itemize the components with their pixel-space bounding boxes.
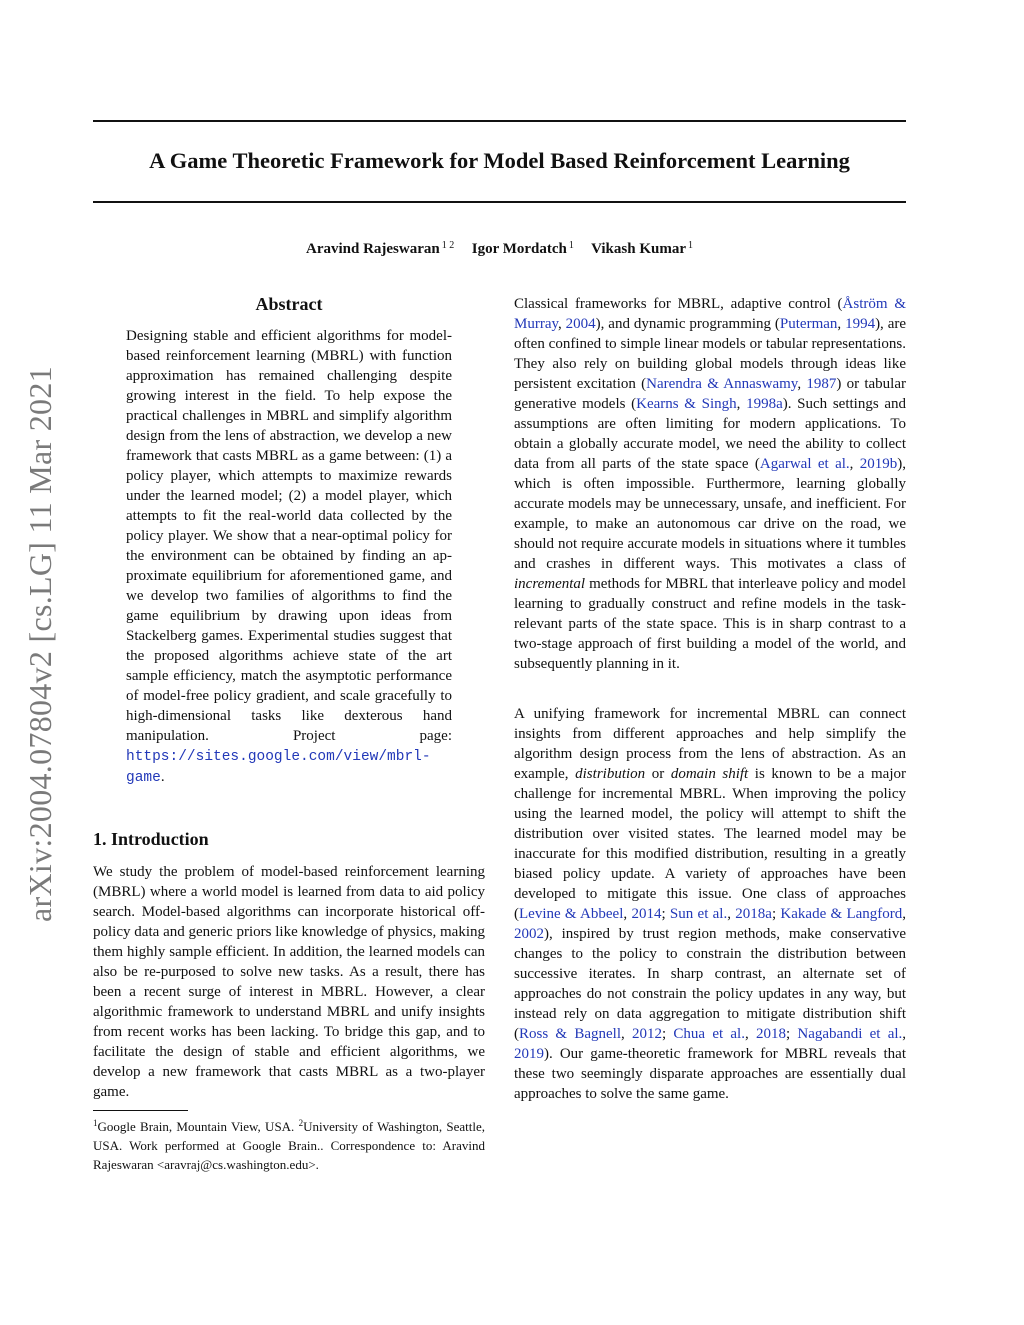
text-run: methods for MBRL that interleave policy and model learning to gradually construct and refine models in the task-relevant parts of the state space. This is in sharp contrast to a two-stage approach of first building a model of the world, and subsequently planning in it. [514, 576, 906, 672]
citation-link[interactable]: Agarwal et al. [759, 456, 850, 472]
emphasis-term: domain shift [670, 766, 749, 782]
text-run: ), and dynamic programming ( [595, 316, 780, 332]
abstract-text: Designing stable and efficient algorithms for model-based reinforcement learning (MBRL) with function approximation has remained challenging despite growing interest in the field. To help expose the practical challenges in MBRL and simplify algorithm design from the lens of abstraction, we develop a new framework that casts MBRL as a game between: (1) a policy player, which attempts to maximize rewards under the learned model; (2) a model player, which attempts to fit the real-world data collected by the policy player. We show that a near-optimal policy for the environment can be obtained by finding an approximate equilibrium for aforementioned game, and we develop two families of algorithms to find the game equilibrium by drawing upon ideas from Stackelberg games. Experimental studies suggest that the proposed algorithms achieve state of the art sample efficiency, match the asymptotic performance of model-free policy gradient, and scale gracefully to high-dimensional tasks like dexterous hand manipulation. Project page: [126, 328, 452, 744]
citation-link[interactable]: 2019 [514, 1046, 544, 1062]
author-affiliation: 1 2 [441, 240, 455, 251]
author-name: Vikash Kumar [591, 241, 686, 257]
text-run: ), inspired by trust region methods, make conservative changes to the policy to constrain the distribution between successive iterates. In sharp contrast, an alternate set of approaches do not constrain the policy updates in any way, but instead rely on data aggregation to mitigate distribution shift ( [514, 926, 906, 1042]
arxiv-identifier-stamp: arXiv:2004.07804v2 [cs.LG] 11 Mar 2021 [22, 366, 58, 922]
introduction-paragraph [93, 862, 485, 1102]
citation-link[interactable]: Levine & Abbeel [519, 906, 624, 922]
emphasis-term: distribution [575, 766, 646, 782]
author-name: Aravind Rajeswaran [305, 241, 440, 257]
text-run: ). Such settings and assumptions are often limiting for modern applications. To obtain a globally accurate model, we need the ability to collect data from all parts of the state space ( [514, 396, 906, 472]
text-run: , [558, 316, 566, 332]
citation-link[interactable]: 2019b [859, 456, 898, 472]
citation-link[interactable]: Nagabandi et al. [797, 1026, 903, 1042]
citation-link[interactable]: 2012 [632, 1026, 662, 1042]
project-page-link[interactable]: https://sites.google.com/view/mbrl-game [126, 749, 431, 786]
introduction-text: We study the problem of model-based reinforcement learning (MBRL) where a world model is learned from data to aid policy search. Model-based algorithms can incorporate historical off-policy data and generic priors like knowledge of physics, making them highly sample efficient. In addition, the learned models can also be re-purposed to solve new tasks. As a result, there has been a recent surge of interest in MBRL. However, a clear algorithmic framework to understand MBRL and unify insights from recent works has been lacking. To bridge this gap, and to facilitate the design of stable and efficient algorithms, we develop a new framework that casts MBRL as a two-player game. [93, 864, 485, 1100]
citation-link[interactable]: 2014 [631, 906, 662, 922]
text-run: ; [771, 906, 781, 922]
introduction-heading: 1. Introduction [93, 829, 209, 849]
citation-link[interactable]: Narendra & Annaswamy [646, 376, 798, 392]
text-run: Classical frameworks for MBRL, adaptive control ( [514, 296, 843, 312]
citation-link[interactable]: Kakade & Langford [780, 906, 903, 922]
text-run: ), are often confined to simple linear models or tabular representations. They also rely on building global models through ideas like persistent excitation ( [514, 316, 907, 392]
citation-link[interactable]: 1994 [845, 316, 876, 332]
text-run: , [621, 1026, 632, 1042]
author-name: Igor Mordatch [471, 241, 567, 257]
text-run: , [902, 1026, 907, 1042]
right-column-paragraph-1 [514, 294, 906, 674]
author-affiliation: 1 [688, 240, 693, 251]
paper-title: A Game Theoretic Framework for Model Based Reinforcement Learning [149, 148, 850, 173]
text-run: , [837, 316, 846, 332]
footnote-mark: 1 [93, 1118, 98, 1128]
text-run: or [645, 766, 671, 782]
text-run: ), which is often impossible. Furthermore, learning globally accurate models may be unnecessary, unsafe, and inefficient. For example, to make an autonomous car drive on the road, we should not require accurate models in situations where it tumbles and crashes in different ways. This motivates a class of [514, 456, 907, 572]
footnote-text: University of Washington, Seattle, USA. Work performed at Google Brain.. Correspondence to: Aravind Rajeswaran <aravraj@cs.washington.edu>. [93, 1119, 485, 1172]
right-column-paragraph-2 [514, 704, 906, 1104]
citation-link[interactable]: Kearns & Singh [636, 396, 737, 412]
text-run: A unifying framework for incremental MBRL can connect insights from different approaches and help simplify the algorithm design process from the lens of abstraction. As an example, [514, 706, 906, 782]
footnote [93, 1114, 485, 1174]
author-affiliation: 1 [568, 240, 574, 251]
text-run: , [902, 906, 907, 922]
text-run: , [744, 1026, 756, 1042]
citation-link[interactable]: 1987 [806, 376, 837, 392]
title-rule-bottom [93, 201, 906, 203]
citation-link[interactable]: Chua et al. [673, 1026, 745, 1042]
text-run: is known to be a major challenge for incremental MBRL. When improving the policy using the learned model, the policy will attempt to shift the distribution over visited states. The learned model may be inaccurate for this modified distribution, resulting in a greatly biased policy update. A variety of approaches have been developed to mitigate this issue. One class of approaches ( [514, 766, 907, 922]
text-run: ) or tabular generative models ( [514, 376, 906, 412]
citation-link[interactable]: Sun et al. [669, 906, 728, 922]
abstract-heading: Abstract [255, 294, 323, 314]
citation-link[interactable]: 2018 [755, 1026, 786, 1042]
citation-link[interactable]: Åström & Murray [514, 296, 906, 332]
text-run: , [797, 376, 807, 392]
text-run: , [623, 906, 632, 922]
title-rule-top [93, 120, 906, 122]
author-list [93, 236, 906, 259]
text-run: , [849, 456, 860, 472]
citation-link[interactable]: 2002 [514, 926, 544, 942]
citation-link[interactable]: 2004 [565, 316, 596, 332]
text-run: ; [785, 1026, 798, 1042]
text-run: ). Our game-theoretic framework for MBRL reveals that these two seemingly disparate approaches are essentially dual approaches to solve the same game. [514, 1046, 906, 1102]
citation-link[interactable]: 2018a [735, 906, 772, 922]
citation-link[interactable]: Ross & Bagnell [519, 1026, 621, 1042]
footnote-mark: 2 [298, 1118, 304, 1128]
footnote-text: Google Brain, Mountain View, USA. [97, 1119, 299, 1134]
abstract-body [126, 326, 452, 788]
emphasis-term: incremental [514, 576, 586, 592]
text-run: ; [662, 1026, 674, 1042]
text-run: , [736, 396, 747, 412]
abstract-end: . [160, 769, 165, 785]
footnote-rule [93, 1110, 188, 1111]
text-run: ; [661, 906, 670, 922]
citation-link[interactable]: 1998a [746, 396, 783, 412]
citation-link[interactable]: Puterman [779, 316, 838, 332]
text-run: , [727, 906, 736, 922]
